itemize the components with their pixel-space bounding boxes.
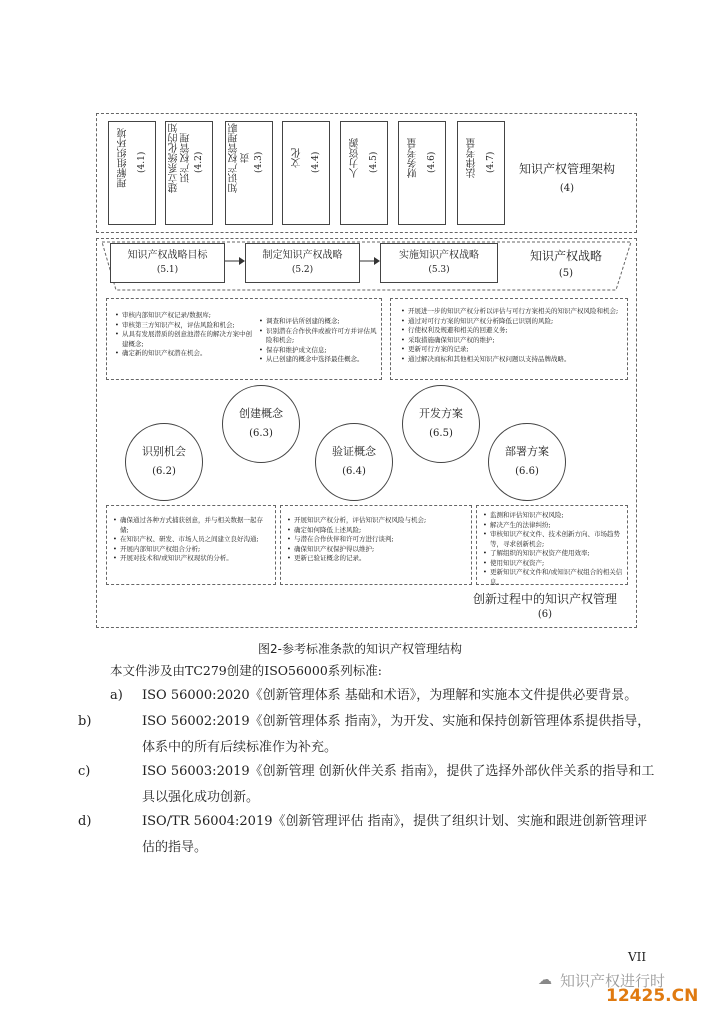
strategy-step-1: 知识产权战略目标 (5.1) (110, 243, 225, 283)
process-notes-a (106, 505, 276, 585)
wechat-icon: ☁ (538, 972, 552, 988)
note-item: • 从具有发展潜质的创意池潜在的解决方案中创建概念; (115, 330, 255, 349)
note-item: • 确保知识产权保护得以维护; (287, 545, 467, 555)
note-item: • 审核知识产权文件、技术创新方向、市场趋势等，寻求创新机会; (483, 530, 625, 549)
ref-c: c) ISO 56003:2019《创新管理 创新伙伴关系 指南》，提供了选择外部伙伴关系的指导和工具以强化成功创新。 (78, 764, 655, 805)
note-item: • 了解组织的知识产权资产使用效率; (483, 549, 625, 559)
ref-b: b) ISO 56002:2019《创新管理体系 指南》，为开发、实施和保持创新管理体系提供指导，体系中的所有后续标准作为补充。 (78, 714, 651, 755)
page-number: VII (628, 950, 647, 964)
strategy-notes-left-b (259, 317, 377, 365)
note-item: • 在知识产权、研发、市场人员之间建立良好沟通; (113, 535, 271, 545)
note-item: • 更新知识产权文件和/或知识产权组合的相关信息。 (483, 568, 625, 587)
note-item: • 开展知识产权分析，评估知识产权风险与机会; (287, 516, 467, 526)
note-item: • 行使权利及规避和相关的回避义务; (401, 326, 619, 336)
strategy-notes-left (106, 298, 382, 380)
framework-title: 知识产权管理架构 (4) (518, 162, 615, 194)
note-item: • 解决产生的法律纠纷; (483, 521, 625, 531)
note-item: • 从已创建的概念中选择最佳概念。 (259, 355, 377, 365)
framework-item: 知识产权管理职责 (4.3) (225, 121, 273, 225)
note-item: • 与潜在合作伙伴和许可方进行谈判; (287, 535, 467, 545)
note-item: • 开展对技术和/或知识产权现状的分析。 (113, 554, 271, 564)
framework-item: 建立系统化的知识产权管理 (4.2) (165, 121, 213, 225)
arrow-icon (374, 257, 380, 265)
strategy-title: 知识产权战略 (5) (529, 249, 602, 279)
circle-validate-concept: 验证概念 (6.4) (315, 423, 393, 501)
framework-item: 文化 (4.4) (282, 121, 330, 225)
note-item: • 调查和评估所创建的概念; (259, 317, 377, 327)
note-item: • 采取措施确保知识产权的维护; (401, 336, 619, 346)
strategy-step-2: 制定知识产权战略 (5.2) (245, 243, 360, 283)
strategy-notes-right (390, 298, 628, 380)
note-item: • 确定新的知识产权潜在机会。 (115, 349, 255, 359)
note-item: • 更新可行方案的记录; (401, 345, 619, 355)
process-notes-c (476, 505, 628, 585)
note-item: • 识别潜在合作伙伴或被许可方并评估风险和机会; (259, 327, 377, 346)
watermark: ☁ 知识产权进行时 12425.CN (538, 972, 699, 1006)
circle-develop-solution: 开发方案 (6.5) (402, 385, 480, 463)
note-item: • 通过解决商标和其他相关知识产权问题以支持品牌战略。 (401, 355, 619, 365)
intro-text: 本文件涉及由TC279创建的ISO56000系列标准: (110, 663, 382, 678)
note-item: • 确保通过各种方式捕获创意，并与相关数据一起存储; (113, 516, 271, 535)
note-item: • 开展进一步的知识产权分析以评估与可行方案相关的知识产权风险和机会; (401, 307, 619, 317)
strategy-notes-left-a (115, 311, 255, 359)
circle-create-concept: 创建概念 (6.3) (222, 385, 300, 463)
note-item: • 保存和维护成文信息; (259, 346, 377, 356)
process-notes-b (280, 505, 472, 585)
framework-item: 理解组织环境 (4.1) (108, 121, 156, 225)
framework-item: 人力资源 (4.5) (340, 121, 388, 225)
strategy-step-3: 实施知识产权战略 (5.3) (380, 243, 498, 283)
circle-identify-opportunity: 识别机会 (6.2) (125, 423, 203, 501)
figure-caption: 图2-参考标准条款的知识产权管理结构 (258, 642, 462, 656)
ref-a: a) ISO 56000:2020《创新管理体系 基础和术语》，为理解和实施本文件提供必要背景。 (110, 688, 638, 703)
ref-d: d) ISO/TR 56004:2019《创新管理评估 指南》，提供了组织计划、实施和跟进创新管理评估的指导。 (78, 814, 648, 855)
note-item: • 审核内部知识产权记录/数据库; (115, 311, 255, 321)
note-item: • 监测和评估知识产权风险; (483, 511, 625, 521)
framework-item: 法律考量 (4.7) (457, 121, 505, 225)
note-item: • 使用知识产权资产; (483, 559, 625, 569)
arrow-icon (239, 257, 245, 265)
framework-item: 财务考量 (4.6) (398, 121, 446, 225)
note-item: • 更新已验证概念的记录。 (287, 554, 467, 564)
note-item: • 确定如何降低上述风险; (287, 526, 467, 536)
note-item: • 审核第三方知识产权，评估风险和机会; (115, 321, 255, 331)
process-title: 创新过程中的知识产权管理 (6) (472, 592, 617, 620)
note-item: • 通过对可行方案的知识产权分析降低已识别的风险; (401, 317, 619, 327)
circle-deploy-solution: 部署方案 (6.6) (488, 423, 566, 501)
note-item: • 开展内部知识产权组合分析; (113, 545, 271, 555)
strategy-arrows (225, 255, 385, 267)
